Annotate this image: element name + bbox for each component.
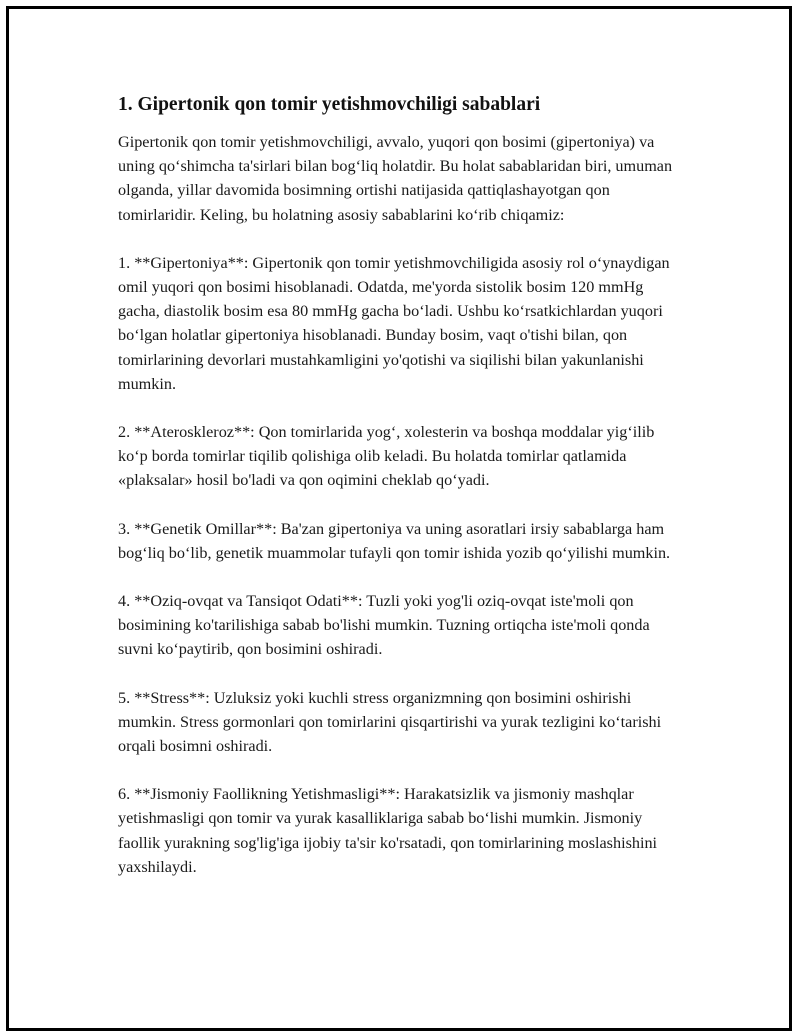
cause-item-diet: 4. **Oziq-ovqat va Tansiqot Odati**: Tuzli yoki yog'li oziq-ovqat iste'moli qon bosimining ko'tarilishiga sabab bo'lishi mumkin. Tuzning ortiqcha iste'moli qonda suvni ko‘paytirib, qon bosimini oshiradi. xyxy=(118,592,650,659)
document-body xyxy=(118,92,688,903)
document-title: 1. Gipertonik qon tomir yetishmovchiligi sabablari xyxy=(118,94,541,115)
cause-item-atherosclerosis: 2. **Ateroskleroz**: Qon tomirlarida yog‘, xolesterin va boshqa moddalar yig‘ilib ko‘p borda tomirlar tiqilib qolishiga olib keladi. Bu holatda tomirlar qatlamida «plaksalar» hosil bo'ladi va qon oqimini cheklab qo‘yadi. xyxy=(118,423,655,490)
intro-paragraph: Gipertonik qon tomir yetishmovchiligi, avvalo, yuqori qon bosimi (gipertoniya) va uning qo‘shimcha ta'sirlari bilan bog‘liq holatdir. Bu holat sabablaridan biri, umuman olganda, yillar davomida bosimning ortishi natijasida qattiqlashayotgan qon tomirlaridir. Keling, bu holatning asosiy sabablarini ko‘rib chiqamiz: xyxy=(118,133,673,224)
cause-item-genetic-factors: 3. **Genetik Omillar**: Ba'zan gipertoniya va uning asoratlari irsiy sabablarga ham bog‘liq bo‘lib, genetik muammolar tufayli qon tomir ishida yozib qo‘yilishi mumkin. xyxy=(118,519,671,562)
cause-item-physical-inactivity: 6. **Jismoniy Faollikning Yetishmasligi**: Harakatsizlik va jismoniy mashqlar yetishmasligi qon tomir va yurak kasalliklariga sabab bo‘lishi mumkin. Jismoniy faollik yurakning sog'lig'iga ijobiy ta'sir ko'rsatadi, qon tomirlarining moslashishini yaxshilaydi. xyxy=(118,785,658,876)
cause-item-hypertension: 1. **Gipertoniya**: Gipertonik qon tomir yetishmovchiligida asosiy rol o‘ynaydigan omil yuqori qon bosimi hisoblanadi. Odatda, me'yorda sistolik bosim 120 mmHg gacha, diastolik bosim esa 80 mmHg gacha bo‘ladi. Ushbu ko‘rsatkichlardan yuqori bo‘lgan holatlar gipertoniya hisoblanadi. Bunday bosim, vaqt o'tishi bilan, qon tomirlarining devorlari mustahkamligini yo'qotishi va siqilishi bilan yakunlanishi mumkin. xyxy=(118,253,670,393)
cause-item-stress: 5. **Stress**: Uzluksiz yoki kuchli stress organizmning qon bosimini oshirishi mumkin. Stress gormonlari qon tomirlarini qisqartirishi va yurak tezligini ko‘tarishi orqali bosimni oshiradi. xyxy=(118,688,662,756)
